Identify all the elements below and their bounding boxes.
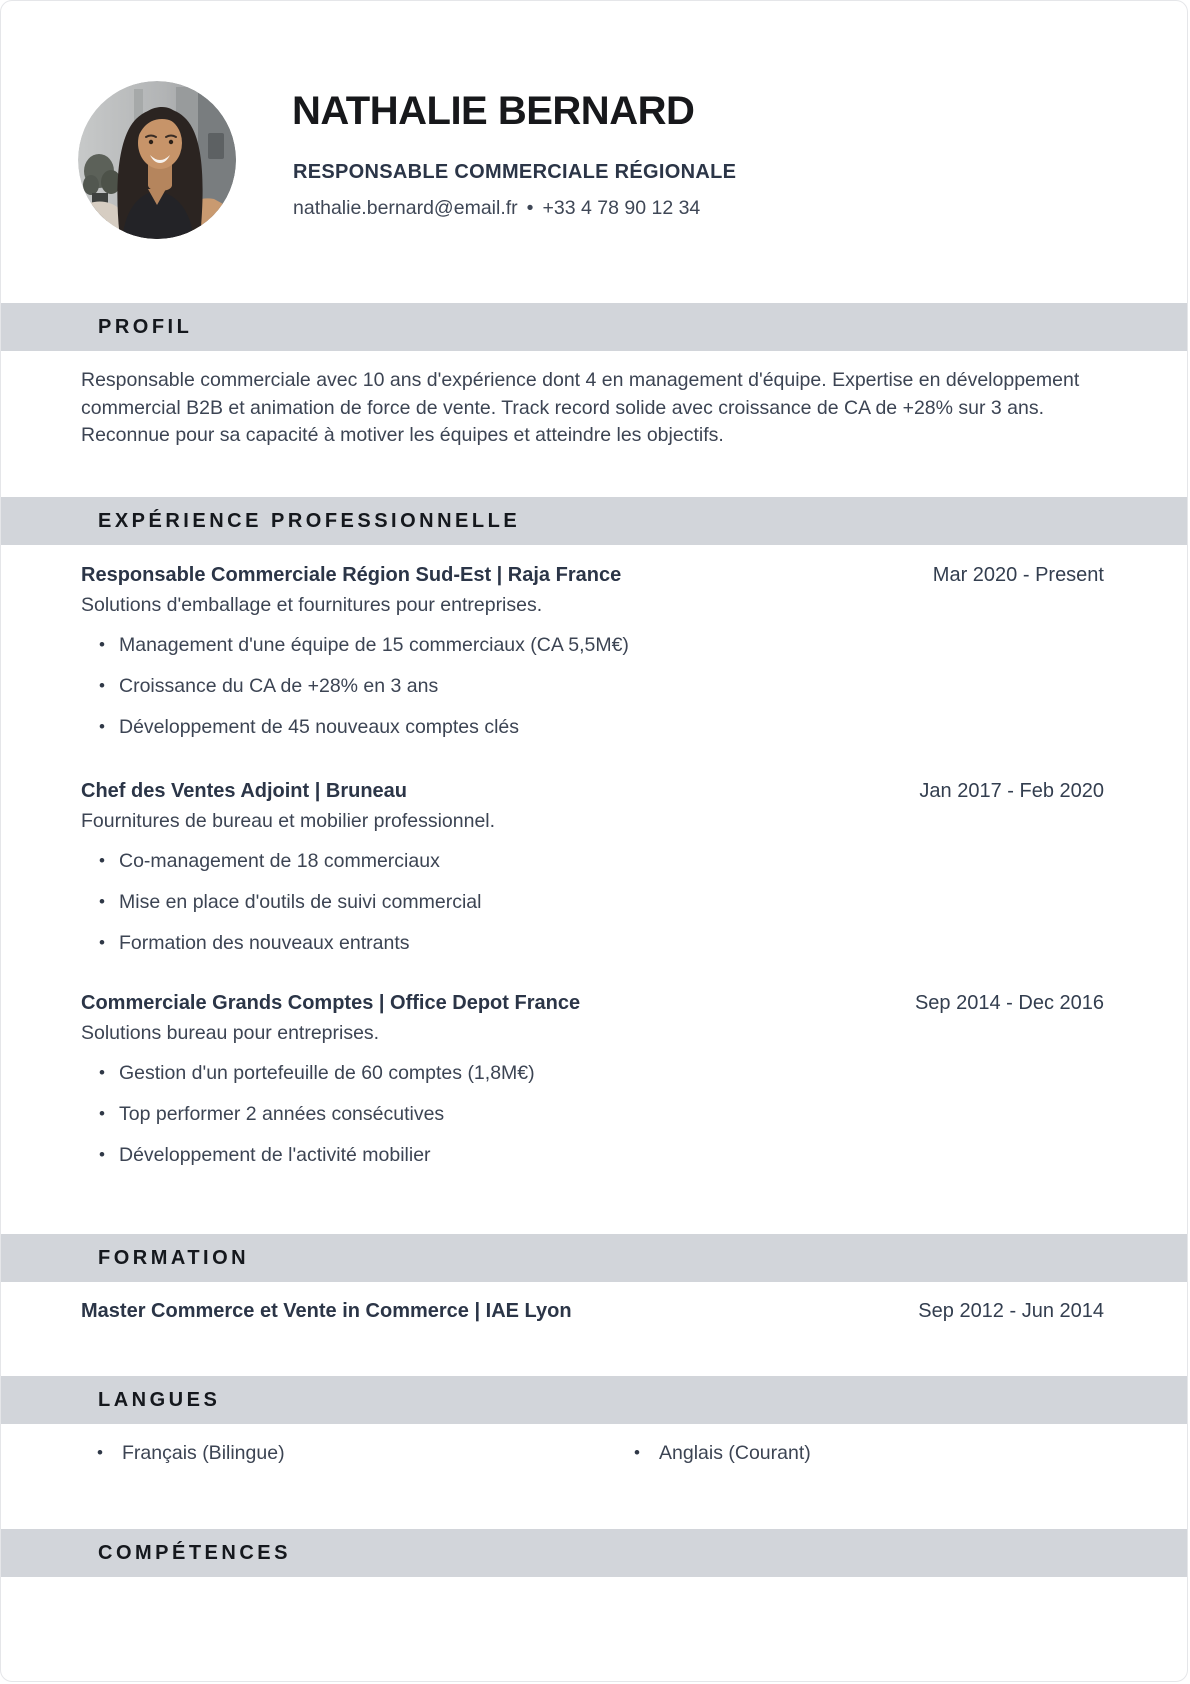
email-text: nathalie.bernard@email.fr xyxy=(293,197,518,219)
section-heading-label: COMPÉTENCES xyxy=(98,1541,291,1564)
section-header-experience xyxy=(1,497,1187,545)
experience-entry xyxy=(81,563,1104,756)
job-bullet: • Formation des nouveaux entrants xyxy=(81,931,1104,955)
job-description: Solutions d'emballage et fournitures pour entreprises. xyxy=(81,594,543,616)
section-heading-label: LANGUES xyxy=(98,1388,221,1411)
job-bullet: • Gestion d'un portefeuille de 60 comptes (1,8M€) xyxy=(81,1061,1104,1085)
section-heading-label: EXPÉRIENCE PROFESSIONNELLE xyxy=(98,509,521,532)
education-title: Master Commerce et Vente in Commerce | IAE Lyon xyxy=(81,1300,572,1322)
phone-text: +33 4 78 90 12 34 xyxy=(542,197,701,219)
job-bullet: • Top performer 2 années consécutives xyxy=(81,1102,1104,1126)
job-heading-row xyxy=(81,991,1104,1015)
job-heading-row xyxy=(81,563,1104,587)
section-header-competences xyxy=(1,1529,1187,1577)
job-bullet-list xyxy=(81,849,1104,955)
section-heading-label: PROFIL xyxy=(98,315,193,338)
profile-photo xyxy=(78,81,236,239)
job-title: Chef des Ventes Adjoint | Bruneau xyxy=(81,780,408,802)
candidate-job-title: RESPONSABLE COMMERCIALE RÉGIONALE xyxy=(293,161,737,183)
job-dates: Jan 2017 - Feb 2020 xyxy=(919,780,1104,802)
education-heading-row xyxy=(81,1299,1104,1323)
job-dates: Sep 2014 - Dec 2016 xyxy=(914,992,1104,1014)
job-title: Responsable Commerciale Région Sud-Est | Raja France xyxy=(81,564,622,586)
job-bullet-list xyxy=(81,1061,1104,1167)
section-header-profil xyxy=(1,303,1187,351)
portrait-illustration xyxy=(78,81,236,239)
education-dates: Sep 2012 - Jun 2014 xyxy=(918,1300,1104,1322)
experience-entry xyxy=(81,991,1104,1184)
job-bullet: • Développement de 45 nouveaux comptes clés xyxy=(81,715,1104,739)
experience-entry xyxy=(81,779,1104,972)
job-dates: Mar 2020 - Present xyxy=(932,564,1104,586)
contact-separator-dot: • xyxy=(526,197,534,219)
candidate-name: NATHALIE BERNARD xyxy=(292,89,695,133)
job-title: Commerciale Grands Comptes | Office Depot France xyxy=(81,992,581,1014)
education-entry xyxy=(81,1299,1104,1323)
language-item: • Français (Bilingue) xyxy=(81,1441,618,1465)
job-bullet: • Co-management de 18 commerciaux xyxy=(81,849,1104,873)
section-heading-label: FORMATION xyxy=(98,1246,250,1269)
job-heading-row xyxy=(81,779,1104,803)
job-description: Fournitures de bureau et mobilier professionnel. xyxy=(81,810,496,832)
job-bullet-list xyxy=(81,633,1104,739)
contact-line xyxy=(293,195,700,221)
job-bullet: • Développement de l'activité mobilier xyxy=(81,1143,1104,1167)
section-header-formation xyxy=(1,1234,1187,1282)
job-bullet: • Croissance du CA de +28% en 3 ans xyxy=(81,674,1104,698)
job-bullet: • Mise en place d'outils de suivi commercial xyxy=(81,890,1104,914)
section-header-langues xyxy=(1,1376,1187,1424)
language-item: • Anglais (Courant) xyxy=(618,1441,811,1465)
job-bullet: • Management d'une équipe de 15 commerciaux (CA 5,5M€) xyxy=(81,633,1104,657)
language-list xyxy=(81,1441,1104,1465)
job-description: Solutions bureau pour entreprises. xyxy=(81,1022,380,1044)
profile-summary: Responsable commerciale avec 10 ans d'expérience dont 4 en management d'équipe. Expertise en développement commercial B2B et animation de force de vente. Track record solide avec croissance de CA de +28% sur 3 ans. Reconnue pour sa capacité à motiver les équipes et atteindre les objectifs. xyxy=(81,369,1080,446)
